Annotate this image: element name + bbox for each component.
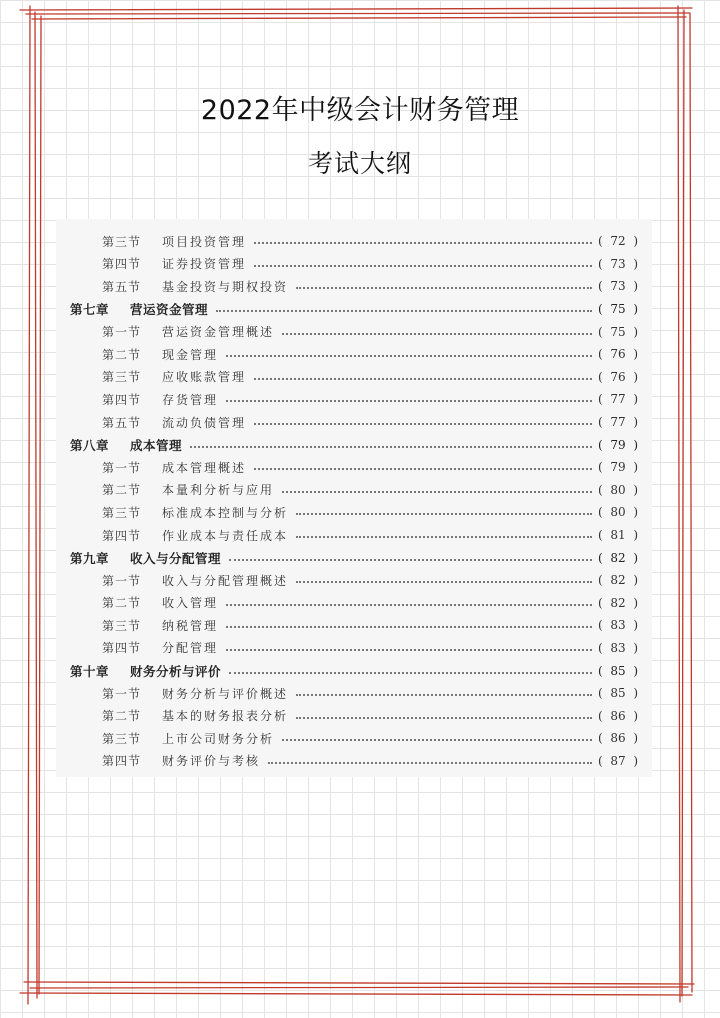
- page-number-value: 81: [610, 528, 626, 543]
- open-paren: (: [598, 415, 603, 430]
- open-paren: (: [598, 482, 603, 497]
- toc-entry-number: 第一节: [102, 686, 142, 701]
- page-number-value: 85: [610, 663, 626, 678]
- toc-section-entry: [56, 501, 652, 524]
- toc-page-number: [598, 302, 638, 316]
- dot-leader: [254, 468, 592, 470]
- dot-leader: [268, 762, 592, 764]
- toc-page-number: [598, 731, 638, 745]
- toc-entry-title: 收入与分配管理概述: [162, 573, 289, 588]
- open-paren: (: [598, 573, 603, 588]
- close-paren: ): [633, 550, 638, 565]
- toc-page-number: [598, 573, 638, 587]
- dot-leader: [226, 604, 592, 606]
- dot-leader: [216, 310, 592, 312]
- toc-page-number: [598, 415, 638, 429]
- dot-leader: [229, 672, 592, 674]
- close-paren: ): [633, 708, 638, 723]
- open-paren: (: [598, 392, 603, 407]
- toc-page-number: [598, 483, 638, 497]
- close-paren: ): [633, 686, 638, 701]
- toc-entry-title: 项目投资管理: [162, 234, 247, 249]
- open-paren: (: [598, 324, 603, 339]
- toc-entry-title: 现金管理: [162, 347, 219, 362]
- dot-leader: [254, 265, 592, 267]
- close-paren: ): [633, 573, 638, 588]
- open-paren: (: [598, 550, 603, 565]
- toc-section-entry: [56, 727, 652, 750]
- open-paren: (: [598, 369, 603, 384]
- toc-page-number: [598, 551, 638, 565]
- toc-chapter-entry: [56, 659, 652, 682]
- toc-entry-title: 标准成本控制与分析: [162, 505, 289, 520]
- toc-page-number: [598, 279, 638, 293]
- toc-section-entry: [56, 637, 652, 660]
- table-of-contents: [56, 219, 652, 777]
- toc-entry-title: 证券投资管理: [162, 257, 247, 272]
- toc-section-entry: [56, 524, 652, 547]
- close-paren: ): [633, 256, 638, 271]
- toc-entry-title: 分配管理: [162, 641, 219, 656]
- toc-page-number: [598, 257, 638, 271]
- page-number-value: 77: [610, 415, 626, 430]
- toc-entry-title: 基本的财务报表分析: [162, 709, 289, 724]
- close-paren: ): [633, 415, 638, 430]
- dot-leader: [296, 513, 592, 515]
- page-subtitle: 考试大纲: [307, 149, 412, 178]
- close-paren: ): [633, 528, 638, 543]
- open-paren: (: [598, 302, 603, 317]
- toc-page-number: [598, 325, 638, 339]
- dot-leader: [226, 355, 592, 357]
- dot-leader: [296, 694, 592, 696]
- toc-entry-number: 第一节: [102, 325, 142, 340]
- toc-entry-number: 第一节: [102, 573, 142, 588]
- toc-entry-number: 第二节: [102, 483, 142, 498]
- dot-leader: [254, 242, 592, 244]
- close-paren: ): [633, 437, 638, 452]
- toc-page-number: [598, 528, 638, 542]
- close-paren: ): [633, 279, 638, 294]
- close-paren: ): [633, 369, 638, 384]
- toc-section-entry: [56, 253, 652, 276]
- page-number-value: 73: [610, 256, 626, 271]
- toc-page-number: [598, 505, 638, 519]
- open-paren: (: [598, 437, 603, 452]
- toc-page-number: [598, 347, 638, 361]
- close-paren: ): [633, 595, 638, 610]
- open-paren: (: [598, 708, 603, 723]
- toc-entry-number: 第四节: [102, 528, 142, 543]
- open-paren: (: [598, 686, 603, 701]
- close-paren: ): [633, 482, 638, 497]
- toc-entry-title: 作业成本与责任成本: [162, 528, 289, 543]
- toc-entry-title: 应收账款管理: [162, 370, 247, 385]
- toc-section-entry: [56, 230, 652, 253]
- toc-entry-number: 第十章: [70, 663, 110, 679]
- page-number-value: 82: [610, 595, 626, 610]
- toc-entry-number: 第一节: [102, 460, 142, 475]
- page-number-value: 87: [610, 753, 626, 768]
- page-number-value: 80: [610, 482, 626, 497]
- open-paren: (: [598, 595, 603, 610]
- close-paren: ): [633, 618, 638, 633]
- toc-section-entry: [56, 592, 652, 615]
- toc-section-entry: [56, 343, 652, 366]
- toc-section-entry: [56, 614, 652, 637]
- toc-chapter-entry: [56, 546, 652, 569]
- open-paren: (: [598, 640, 603, 655]
- toc-section-entry: [56, 388, 652, 411]
- toc-section-entry: [56, 456, 652, 479]
- dot-leader: [226, 626, 592, 628]
- page-number-value: 80: [610, 505, 626, 520]
- toc-entry-number: 第三节: [102, 234, 142, 249]
- dot-leader: [296, 717, 592, 719]
- toc-section-entry: [56, 750, 652, 773]
- toc-entry-number: 第四节: [102, 257, 142, 272]
- open-paren: (: [598, 234, 603, 249]
- toc-chapter-entry: [56, 298, 652, 321]
- open-paren: (: [598, 256, 603, 271]
- toc-entry-number: 第五节: [102, 279, 142, 294]
- page-number-value: 72: [610, 234, 626, 249]
- dot-leader: [226, 400, 592, 402]
- toc-page-number: [598, 460, 638, 474]
- toc-section-entry: [56, 275, 652, 298]
- open-paren: (: [598, 505, 603, 520]
- open-paren: (: [598, 753, 603, 768]
- close-paren: ): [633, 663, 638, 678]
- toc-entry-title: 流动负债管理: [162, 415, 247, 430]
- open-paren: (: [598, 279, 603, 294]
- close-paren: ): [633, 731, 638, 746]
- toc-entry-title: 收入与分配管理: [130, 550, 222, 566]
- dot-leader: [282, 739, 592, 741]
- dot-leader: [226, 649, 592, 651]
- dot-leader: [282, 491, 592, 493]
- toc-entry-number: 第三节: [102, 618, 142, 633]
- toc-entry-title: 存货管理: [162, 392, 219, 407]
- page-number-value: 75: [610, 324, 626, 339]
- open-paren: (: [598, 460, 603, 475]
- toc-page-number: [598, 709, 638, 723]
- toc-entry-number: 第二节: [102, 596, 142, 611]
- toc-page-number: [598, 754, 638, 768]
- page-number-value: 76: [610, 347, 626, 362]
- toc-entry-title: 营运资金管理: [130, 302, 209, 318]
- toc-section-entry: [56, 704, 652, 727]
- toc-entry-number: 第四节: [102, 392, 142, 407]
- page-number-value: 75: [610, 302, 626, 317]
- page-title: 2022年中级会计财务管理: [200, 95, 520, 126]
- toc-entry-number: 第三节: [102, 370, 142, 385]
- page-number-value: 77: [610, 392, 626, 407]
- dot-leader: [254, 423, 592, 425]
- page-number-value: 73: [610, 279, 626, 294]
- toc-section-entry: [56, 411, 652, 434]
- dot-leader: [190, 446, 592, 448]
- toc-page-number: [598, 596, 638, 610]
- open-paren: (: [598, 347, 603, 362]
- toc-page-number: [598, 641, 638, 655]
- toc-entry-number: 第三节: [102, 505, 142, 520]
- toc-entry-title: 上市公司财务分析: [162, 731, 275, 746]
- page-number-value: 82: [610, 573, 626, 588]
- close-paren: ): [633, 324, 638, 339]
- open-paren: (: [598, 528, 603, 543]
- page-number-value: 83: [610, 640, 626, 655]
- page-number-value: 86: [610, 708, 626, 723]
- toc-entry-number: 第八章: [70, 437, 110, 453]
- toc-section-entry: [56, 479, 652, 502]
- toc-page-number: [598, 438, 638, 452]
- toc-entry-number: 第二节: [102, 709, 142, 724]
- close-paren: ): [633, 505, 638, 520]
- open-paren: (: [598, 731, 603, 746]
- dot-leader: [296, 581, 592, 583]
- close-paren: ): [633, 302, 638, 317]
- close-paren: ): [633, 640, 638, 655]
- page-number-value: 86: [610, 731, 626, 746]
- toc-entry-title: 成本管理概述: [162, 460, 247, 475]
- toc-page-number: [598, 392, 638, 406]
- close-paren: ): [633, 753, 638, 768]
- toc-list: [56, 219, 652, 772]
- toc-entry-title: 营运资金管理概述: [162, 325, 275, 340]
- toc-entry-number: 第四节: [102, 754, 142, 769]
- toc-entry-title: 本量利分析与应用: [162, 483, 275, 498]
- toc-entry-title: 成本管理: [130, 437, 183, 453]
- open-paren: (: [598, 663, 603, 678]
- toc-entry-title: 纳税管理: [162, 618, 219, 633]
- close-paren: ): [633, 234, 638, 249]
- dot-leader: [296, 287, 592, 289]
- toc-page-number: [598, 370, 638, 384]
- dot-leader: [229, 559, 592, 561]
- toc-entry-number: 第四节: [102, 641, 142, 656]
- page-number-value: 85: [610, 686, 626, 701]
- toc-page-number: [598, 618, 638, 632]
- page-number-value: 82: [610, 550, 626, 565]
- dot-leader: [296, 536, 592, 538]
- page-number-value: 76: [610, 369, 626, 384]
- toc-page-number: [598, 664, 638, 678]
- toc-chapter-entry: [56, 433, 652, 456]
- page-number-value: 79: [610, 460, 626, 475]
- toc-page-number: [598, 234, 638, 248]
- dot-leader: [282, 333, 592, 335]
- page-number-value: 79: [610, 437, 626, 452]
- toc-section-entry: [56, 569, 652, 592]
- toc-entry-number: 第五节: [102, 415, 142, 430]
- toc-entry-title: 财务分析与评价: [130, 663, 222, 679]
- toc-page-number: [598, 686, 638, 700]
- page-number-value: 83: [610, 618, 626, 633]
- toc-entry-title: 收入管理: [162, 596, 219, 611]
- toc-entry-number: 第三节: [102, 731, 142, 746]
- toc-entry-number: 第九章: [70, 550, 110, 566]
- open-paren: (: [598, 618, 603, 633]
- toc-section-entry: [56, 320, 652, 343]
- toc-section-entry: [56, 366, 652, 389]
- dot-leader: [254, 378, 592, 380]
- toc-entry-number: 第七章: [70, 302, 110, 318]
- toc-entry-title: 财务评价与考核: [162, 754, 261, 769]
- toc-entry-title: 基金投资与期权投资: [162, 279, 289, 294]
- close-paren: ): [633, 347, 638, 362]
- close-paren: ): [633, 392, 638, 407]
- toc-entry-title: 财务分析与评价概述: [162, 686, 289, 701]
- toc-entry-number: 第二节: [102, 347, 142, 362]
- close-paren: ): [633, 460, 638, 475]
- toc-section-entry: [56, 682, 652, 705]
